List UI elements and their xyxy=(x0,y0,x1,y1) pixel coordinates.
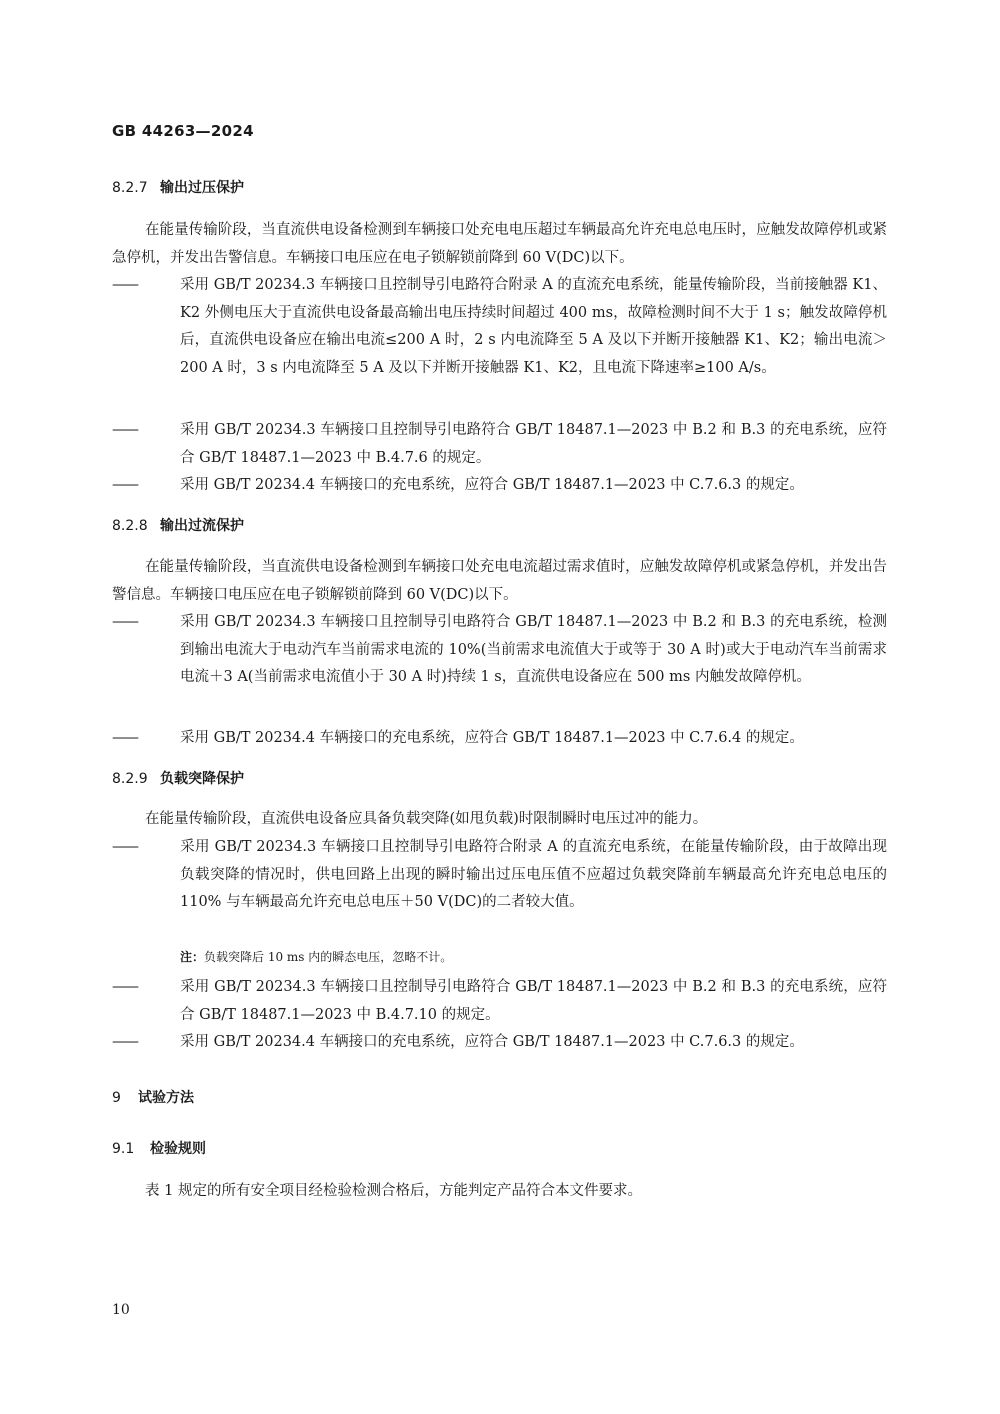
section-number: 8.2.7 xyxy=(112,180,148,196)
section-number: 8.2.9 xyxy=(112,771,148,787)
section-number: 9 xyxy=(112,1090,121,1106)
dash: —— xyxy=(112,1034,137,1050)
section-title: 检验规则 xyxy=(150,1141,206,1157)
list-item xyxy=(112,974,887,1029)
list-item xyxy=(112,609,887,692)
dash: —— xyxy=(112,277,137,293)
section-number: 8.2.8 xyxy=(112,518,148,534)
list-item-text: 采用 GB/T 20234.3 车辆接口且控制导引电路符合附录 A 的直流充电系统，能量传输阶段，当前接触器 K1、K2 外侧电压大于直流供电设备最高输出电压持续时间超过 400 ms，故障检测时间不大于 1 s；触发故障停机后，直流供电设备应在输出电流≤200 A 时，2 s 内电流降至 5 A 及以下并断开接触器 K1、K2；输出电流＞200 A 时，3 s 内电流降至 5 A 及以下并断开接触器 K1、K2，且电流下降速率≥100 A/s。 xyxy=(180,277,887,376)
section-title: 输出过流保护 xyxy=(160,518,244,534)
list-item-text: 采用 GB/T 20234.4 车辆接口的充电系统，应符合 GB/T 18487.1—2023 中 C.7.6.3 的规定。 xyxy=(180,477,804,493)
list-item-text: 采用 GB/T 20234.4 车辆接口的充电系统，应符合 GB/T 18487.1—2023 中 C.7.6.4 的规定。 xyxy=(180,730,804,746)
list-item xyxy=(112,472,887,500)
dash: —— xyxy=(112,979,137,995)
note xyxy=(180,948,452,966)
note-text: 负载突降后 10 ms 内的瞬态电压，忽略不计。 xyxy=(204,950,453,964)
dash: —— xyxy=(112,730,137,746)
list-item-text: 采用 GB/T 20234.3 车辆接口且控制导引电路符合 GB/T 18487.1—2023 中 B.2 和 B.3 的充电系统，检测到输出电流大于电动汽车当前需求电流的 10%(当前需求电流值大于或等于 30 A 时)或大于电动汽车当前需求电流＋3 A(当前需求电流值小于 30 A 时)持续 1 s，直流供电设备应在 500 ms 内触发故障停机。 xyxy=(180,614,887,685)
list-item xyxy=(112,834,887,917)
heading-8-2-7 xyxy=(112,178,244,198)
list-item xyxy=(112,725,887,753)
dash: —— xyxy=(112,614,137,630)
list-item-text: 采用 GB/T 20234.4 车辆接口的充电系统，应符合 GB/T 18487.1—2023 中 C.7.6.3 的规定。 xyxy=(180,1034,804,1050)
paragraph: 表 1 规定的所有安全项目经检验检测合格后，方能判定产品符合本文件要求。 xyxy=(145,1183,642,1199)
list-item-text: 采用 GB/T 20234.3 车辆接口且控制导引电路符合附录 A 的直流充电系统，在能量传输阶段，由于故障出现负载突降的情况时，供电回路上出现的瞬时输出过压电压值不应超过负载突降前车辆最高允许充电总电压的 110% 与车辆最高允许充电总电压＋50 V(DC)的二者较大值。 xyxy=(180,839,887,910)
section-title: 输出过压保护 xyxy=(160,180,244,196)
page-number: 10 xyxy=(112,1302,130,1318)
list-item xyxy=(112,272,887,382)
standard-id: GB 44263—2024 xyxy=(112,122,254,140)
list-item xyxy=(112,417,887,472)
list-item-text: 采用 GB/T 20234.3 车辆接口且控制导引电路符合 GB/T 18487.1—2023 中 B.2 和 B.3 的充电系统，应符合 GB/T 18487.1—2023 中 B.4.7.6 的规定。 xyxy=(180,422,887,466)
heading-8-2-9 xyxy=(112,769,244,789)
dash: —— xyxy=(112,422,137,438)
dash: —— xyxy=(112,839,137,855)
dash: —— xyxy=(112,477,137,493)
list-item-text: 采用 GB/T 20234.3 车辆接口且控制导引电路符合 GB/T 18487.1—2023 中 B.2 和 B.3 的充电系统，应符合 GB/T 18487.1—2023 中 B.4.7.10 的规定。 xyxy=(180,979,887,1023)
section-title: 负载突降保护 xyxy=(160,771,244,787)
note-label: 注： xyxy=(180,950,205,964)
heading-8-2-8 xyxy=(112,516,244,536)
heading-9 xyxy=(112,1088,194,1108)
section-number: 9.1 xyxy=(112,1141,135,1157)
list-item xyxy=(112,1029,887,1057)
paragraph: 在能量传输阶段，当直流供电设备检测到车辆接口处充电电流超过需求值时，应触发故障停机或紧急停机，并发出告警信息。车辆接口电压应在电子锁解锁前降到 60 V(DC)以下。 xyxy=(112,559,887,603)
paragraph: 在能量传输阶段，当直流供电设备检测到车辆接口处充电电压超过车辆最高允许充电总电压时，应触发故障停机或紧急停机，并发出告警信息。车辆接口电压应在电子锁解锁前降到 60 V(DC)以下。 xyxy=(112,222,887,266)
heading-9-1 xyxy=(112,1139,206,1159)
section-title: 试验方法 xyxy=(138,1090,194,1106)
paragraph: 在能量传输阶段，直流供电设备应具备负载突降(如甩负载)时限制瞬时电压过冲的能力。 xyxy=(145,811,708,827)
